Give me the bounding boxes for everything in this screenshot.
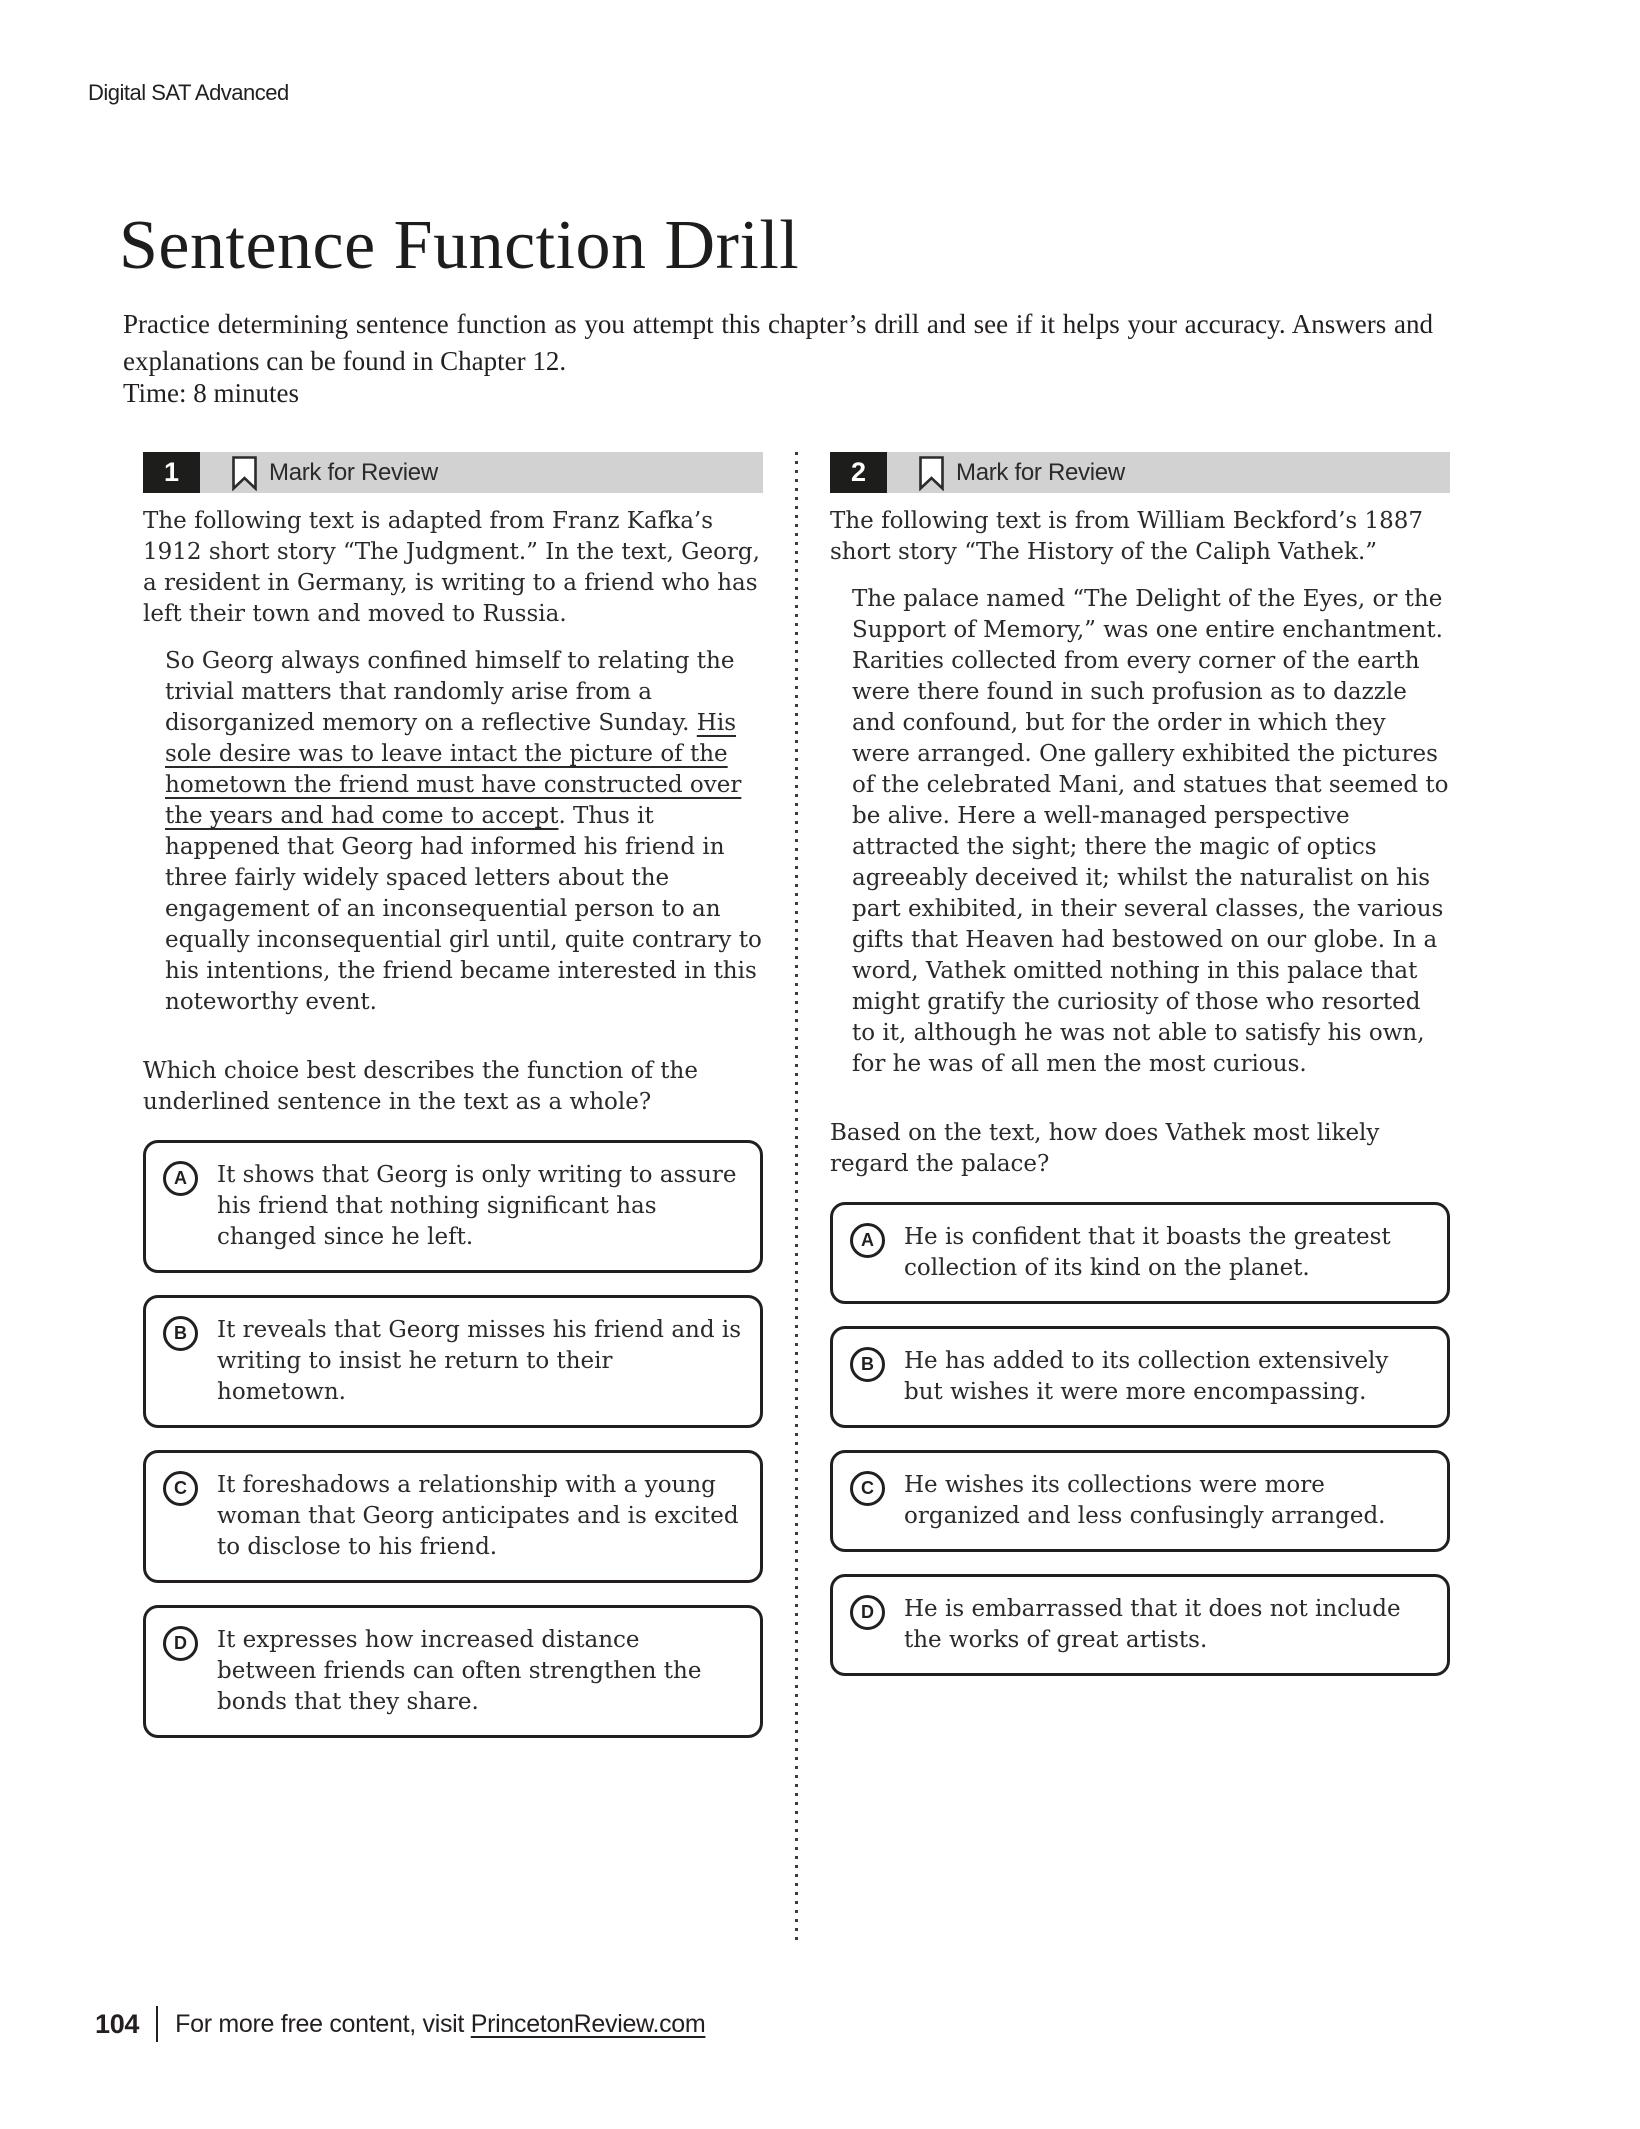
choice-text: It reveals that Georg misses his friend and is writing to insist he return to their hometown. (217, 1317, 742, 1405)
passage-segment: . Thus it happened that Georg had informed his friend in three fairly widely spaced letters about the engagement of an inconsequential person to an equally inconsequential girl until, quite contrary to his intentions, the friend became interested in this noteworthy event. (165, 803, 762, 1015)
question-stem: Which choice best describes the function of the underlined sentence in the text as a whole? (143, 1058, 698, 1115)
choice-letter-badge: D (163, 1626, 198, 1661)
mark-for-review-label[interactable]: Mark for Review (269, 458, 438, 486)
footer-text: For more free content, visit PrincetonReview.com (175, 2009, 706, 2038)
footer-link[interactable]: PrincetonReview.com (470, 2009, 706, 2038)
answer-choice-b[interactable] (143, 1295, 763, 1428)
passage-text (165, 646, 763, 1018)
drill-intro: Practice determining sentence function as you attempt this chapter’s drill and see if it helps your accuracy. Answers and explanations can be found in Chapter 12. (123, 309, 1433, 376)
question-1-header-bar (143, 452, 763, 493)
choice-text: He is embarrassed that it does not include the works of great artists. (904, 1596, 1401, 1653)
answer-choice-d[interactable] (143, 1605, 763, 1738)
answer-choice-a[interactable] (830, 1202, 1450, 1304)
question-number-badge: 2 (830, 452, 887, 493)
choice-text: He wishes its collections were more organized and less confusingly arranged. (904, 1472, 1386, 1529)
passage-intro: The following text is from William Beckford’s 1887 short story “The History of the Caliph Vathek.” (830, 508, 1424, 565)
passage-text: The palace named “The Delight of the Eyes, or the Support of Memory,” was one entire enchantment. Rarities collected from every corner of the earth were there found in such profusion as to dazzle and confound, but for the order in which they were arranged. One gallery exhibited the pictures of the celebrated Mani, and statues that seemed to be alive. Here a well-managed perspective attracted the sight; there the magic of optics agreeably deceived it; whilst the naturalist on his part exhibited, in their several classes, the various gifts that Heaven had bestowed on our globe. In a word, Vathek omitted nothing in this palace that might gratify the curiosity of those who resorted to it, although he was not able to satisfy his own, for he was of all men the most curious. (852, 586, 1449, 1077)
choice-letter-badge: B (163, 1316, 198, 1351)
choice-text: It expresses how increased distance between friends can often strengthen the bonds that they share. (217, 1627, 702, 1715)
bookmark-icon[interactable] (231, 455, 258, 491)
choice-letter-badge: C (850, 1471, 885, 1506)
answer-choice-c[interactable] (143, 1450, 763, 1583)
page-title: Sentence Function Drill (119, 206, 800, 284)
question-number-badge: 1 (143, 452, 200, 493)
bookmark-icon[interactable] (918, 455, 945, 491)
question-1 (143, 452, 763, 1738)
choice-letter-badge: B (850, 1347, 885, 1382)
passage-intro: The following text is adapted from Franz Kafka’s 1912 short story “The Judgment.” In the text, Georg, a resident in Germany, is writing to a friend who has left their town and moved to Russia. (143, 508, 760, 627)
choice-text: It shows that Georg is only writing to assure his friend that nothing significant has changed since he left. (217, 1162, 737, 1250)
choice-letter-badge: A (163, 1161, 198, 1196)
mark-for-review-label[interactable]: Mark for Review (956, 458, 1125, 486)
answer-choice-c[interactable] (830, 1450, 1450, 1552)
running-head: Digital SAT Advanced (88, 80, 289, 105)
page-footer (95, 2006, 705, 2042)
time-limit: Time: 8 minutes (123, 378, 300, 408)
underlined-sentence: His sole desire was to leave intact the picture of the hometown the friend must have constructed over the years and had come to accept (165, 710, 742, 829)
answer-choice-b[interactable] (830, 1326, 1450, 1428)
choice-letter-badge: C (163, 1471, 198, 1506)
choice-letter-badge: A (850, 1223, 885, 1258)
footer-divider (156, 2006, 158, 2042)
question-2-header-bar (830, 452, 1450, 493)
choice-text: He has added to its collection extensively but wishes it were more encompassing. (904, 1348, 1389, 1405)
answer-choice-a[interactable] (143, 1140, 763, 1273)
answer-choice-d[interactable] (830, 1574, 1450, 1676)
question-stem: Based on the text, how does Vathek most likely regard the palace? (830, 1120, 1380, 1177)
passage-segment: So Georg always confined himself to relating the trivial matters that randomly arise from a disorganized memory on a reflective Sunday. (165, 648, 735, 736)
choice-text: It foreshadows a relationship with a young woman that Georg anticipates and is excited to disclose to his friend. (217, 1472, 739, 1560)
choice-letter-badge: D (850, 1595, 885, 1630)
choice-text: He is confident that it boasts the greatest collection of its kind on the planet. (904, 1224, 1391, 1281)
column-divider (795, 452, 798, 1945)
question-2 (830, 452, 1450, 1676)
page-number: 104 (95, 2008, 140, 2039)
